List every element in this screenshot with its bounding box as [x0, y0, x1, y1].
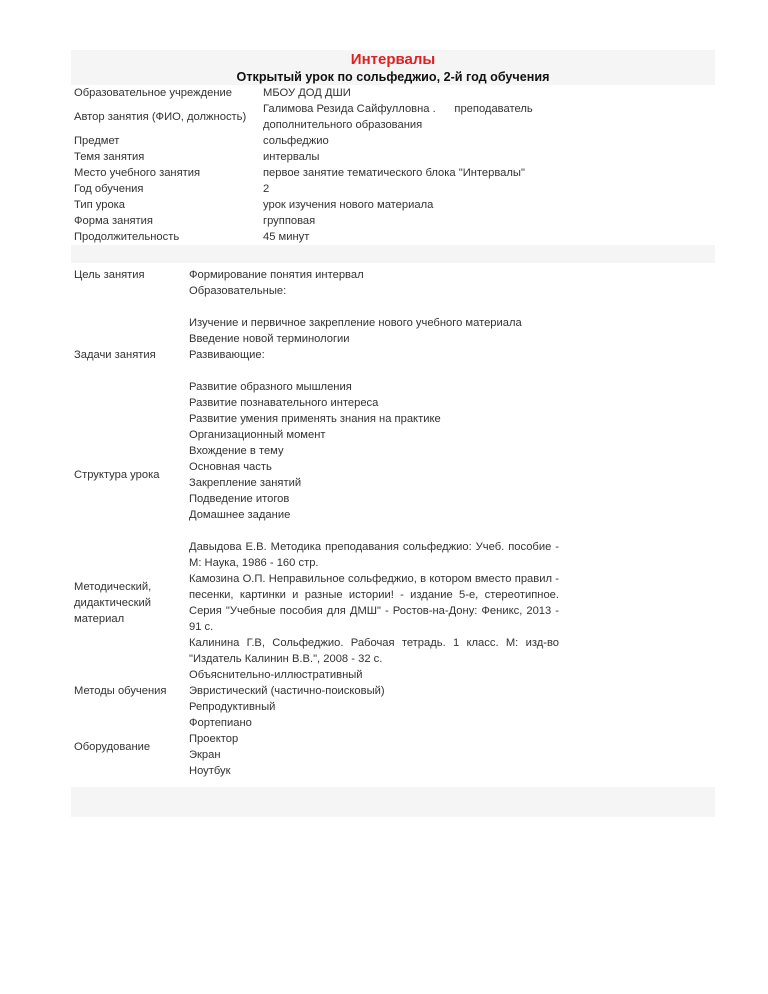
info-label: Автор занятия (ФИО, должность) [74, 111, 247, 123]
methods-label: Методы обучения [74, 685, 167, 697]
details-row [71, 523, 715, 667]
goal-label: Цель занятия [74, 269, 145, 281]
info-row [71, 229, 715, 245]
info-value: сольфеджио [263, 135, 329, 147]
equipment-value [186, 715, 559, 779]
section-divider [71, 245, 715, 263]
info-value: интервалы [263, 151, 320, 163]
details-row [71, 283, 715, 427]
reference-item: Давыдова Е.В. Методика преподавания сольфеджио: Учеб. пособие - М: Наука, 1986 - 160 стр. [189, 541, 559, 569]
info-row [71, 133, 715, 149]
details-table [71, 267, 715, 779]
info-value-line: дополнительного образования [263, 119, 423, 131]
structure-line: Подведение итогов [189, 493, 290, 505]
info-value: 2 [263, 183, 270, 195]
method-line: Репродуктивный [189, 701, 276, 713]
materials-value [186, 523, 559, 667]
info-value: 45 минут [263, 231, 310, 243]
reference-item: Калинина Г.В, Сольфеджио. Рабочая тетрадь. 1 класс. М: изд-во "Издатель Калинин В.В.", 2008 - 32 с. [189, 637, 559, 665]
equipment-line: Ноутбук [189, 765, 231, 777]
goal-value: Формирование понятия интервал [189, 269, 364, 281]
info-row [71, 149, 715, 165]
task-line [189, 299, 559, 315]
info-row [71, 165, 715, 181]
task-line: Образовательные: [189, 285, 287, 297]
equipment-line: Экран [189, 749, 221, 761]
structure-label: Структура урока [74, 469, 160, 481]
task-line: Введение новой терминологии [189, 333, 350, 345]
info-label: Образовательное учреждение [74, 87, 233, 99]
footer-band [71, 787, 715, 817]
info-row [71, 181, 715, 197]
details-row [71, 267, 715, 283]
info-value: первое занятие тематического блока "Интервалы" [263, 167, 525, 179]
info-label: Год обучения [74, 183, 144, 195]
materials-label-line: дидактический [74, 597, 151, 609]
equipment-line: Проектор [189, 733, 239, 745]
methods-value [186, 667, 559, 715]
materials-label-line: Методический, [74, 581, 152, 593]
info-value: групповая [263, 215, 316, 227]
equipment-line: Фортепиано [189, 717, 252, 729]
details-row [71, 715, 715, 779]
structure-value [186, 427, 559, 523]
tasks-label: Задачи занятия [74, 349, 156, 361]
info-label: Темя занятия [74, 151, 145, 163]
page-subtitle: Открытый урок по сольфеджио, 2-й год обучения [236, 70, 550, 84]
structure-line: Домашнее задание [189, 509, 291, 521]
task-line: Развитие умения применять знания на практике [189, 413, 441, 425]
structure-line: Вхождение в тему [189, 445, 284, 457]
method-line: Объяснительно-иллюстративный [189, 669, 363, 681]
info-row [71, 197, 715, 213]
details-row [71, 667, 715, 715]
info-label: Место учебного занятия [74, 167, 201, 179]
info-value: урок изучения нового материала [263, 199, 434, 211]
task-line [189, 363, 559, 379]
info-label: Предмет [74, 135, 120, 147]
page-title: Интервалы [350, 51, 436, 68]
task-line: Развитие познавательного интереса [189, 397, 379, 409]
structure-line: Основная часть [189, 461, 272, 473]
info-value [260, 101, 715, 133]
materials-label [71, 523, 186, 667]
structure-line: Закрепление занятий [189, 477, 302, 489]
info-table [71, 85, 715, 245]
tasks-value [186, 283, 559, 427]
task-line: Развивающие: [189, 349, 265, 361]
info-value-line: Галимова Резида Сайфулловна . преподаватель [263, 103, 533, 115]
info-label: Форма занятия [74, 215, 153, 227]
info-row [71, 101, 715, 133]
info-row [71, 85, 715, 101]
info-label: Тип урока [74, 199, 126, 211]
info-label: Продолжительность [74, 231, 180, 243]
details-row [71, 427, 715, 523]
reference-item: Камозина О.П. Неправильное сольфеджио, в котором вместо правил - песенки, картинки и разные истории! - издание 5-е, стереотипное. Серия "Учебные пособия для ДМШ" - Ростов-на-Дону: Феникс, 2013 - 91 с. [189, 573, 559, 633]
lesson-plan [71, 50, 715, 817]
info-value: МБОУ ДОД ДШИ [263, 87, 351, 99]
header-band [71, 50, 715, 85]
materials-label-line: материал [74, 613, 125, 625]
task-line: Развитие образного мышления [189, 381, 352, 393]
equipment-label: Оборудование [74, 741, 151, 753]
info-row [71, 213, 715, 229]
task-line: Изучение и первичное закрепление нового учебного материала [189, 317, 522, 329]
structure-line: Организационный момент [189, 429, 326, 441]
method-line: Эвристический (частично-поисковый) [189, 685, 385, 697]
